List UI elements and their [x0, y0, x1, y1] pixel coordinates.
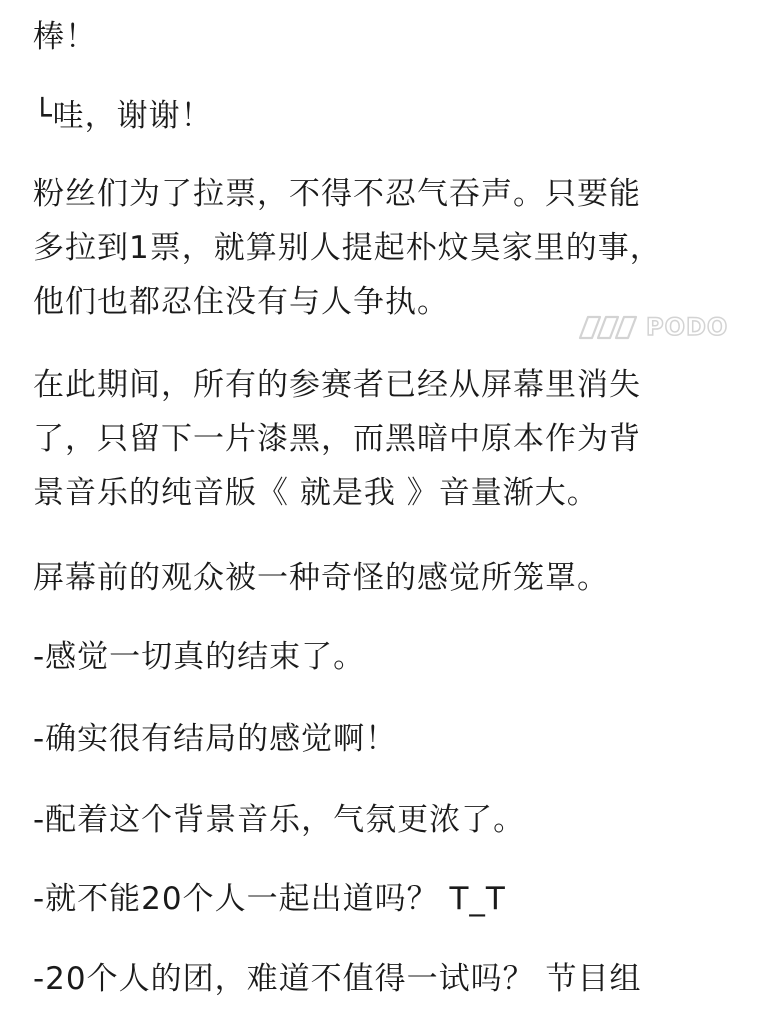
- text-line: 他们也都忍住没有与人争执。: [33, 284, 449, 320]
- text-line: 粉丝们为了拉票，不得不忍气吞声。只要能: [33, 176, 641, 212]
- paragraph-8: [33, 793, 733, 847]
- podo-logo-icon: [578, 314, 640, 340]
- text-line: └哇，谢谢！: [33, 98, 213, 134]
- paragraph-5: [33, 551, 733, 605]
- text-line: -就不能20个人一起出道吗？ T_T: [33, 881, 506, 917]
- text-line: 棒！: [33, 19, 97, 55]
- paragraph-1: [33, 10, 733, 64]
- paragraph-10: [33, 952, 733, 1006]
- text-line: 多拉到1票，就算别人提起朴炆昊家里的事，: [33, 230, 662, 266]
- text-line: -配着这个背景音乐，气氛更浓了。: [33, 802, 526, 838]
- text-line: 景音乐的纯音版《 就是我 》音量渐大。: [33, 475, 599, 511]
- paragraph-6: [33, 630, 733, 684]
- text-line: 了，只留下一片漆黑，而黑暗中原本作为背: [33, 421, 641, 457]
- paragraph-3: [33, 167, 733, 329]
- paragraph-7: [33, 712, 733, 766]
- paragraph-9: [33, 872, 733, 926]
- text-line: -感觉一切真的结束了。: [33, 639, 366, 675]
- podo-watermark: [578, 312, 748, 342]
- text-line: 屏幕前的观众被一种奇怪的感觉所笼罩。: [33, 560, 609, 596]
- text-line: -20个人的团，难道不值得一试吗？ 节目组: [33, 961, 642, 997]
- text-line: -确实很有结局的感觉啊！: [33, 721, 398, 757]
- paragraph-2: [33, 89, 733, 143]
- paragraph-4: [33, 358, 733, 520]
- text-line: 在此期间，所有的参赛者已经从屏幕里消失: [33, 367, 641, 403]
- watermark-text: PODO: [646, 313, 729, 341]
